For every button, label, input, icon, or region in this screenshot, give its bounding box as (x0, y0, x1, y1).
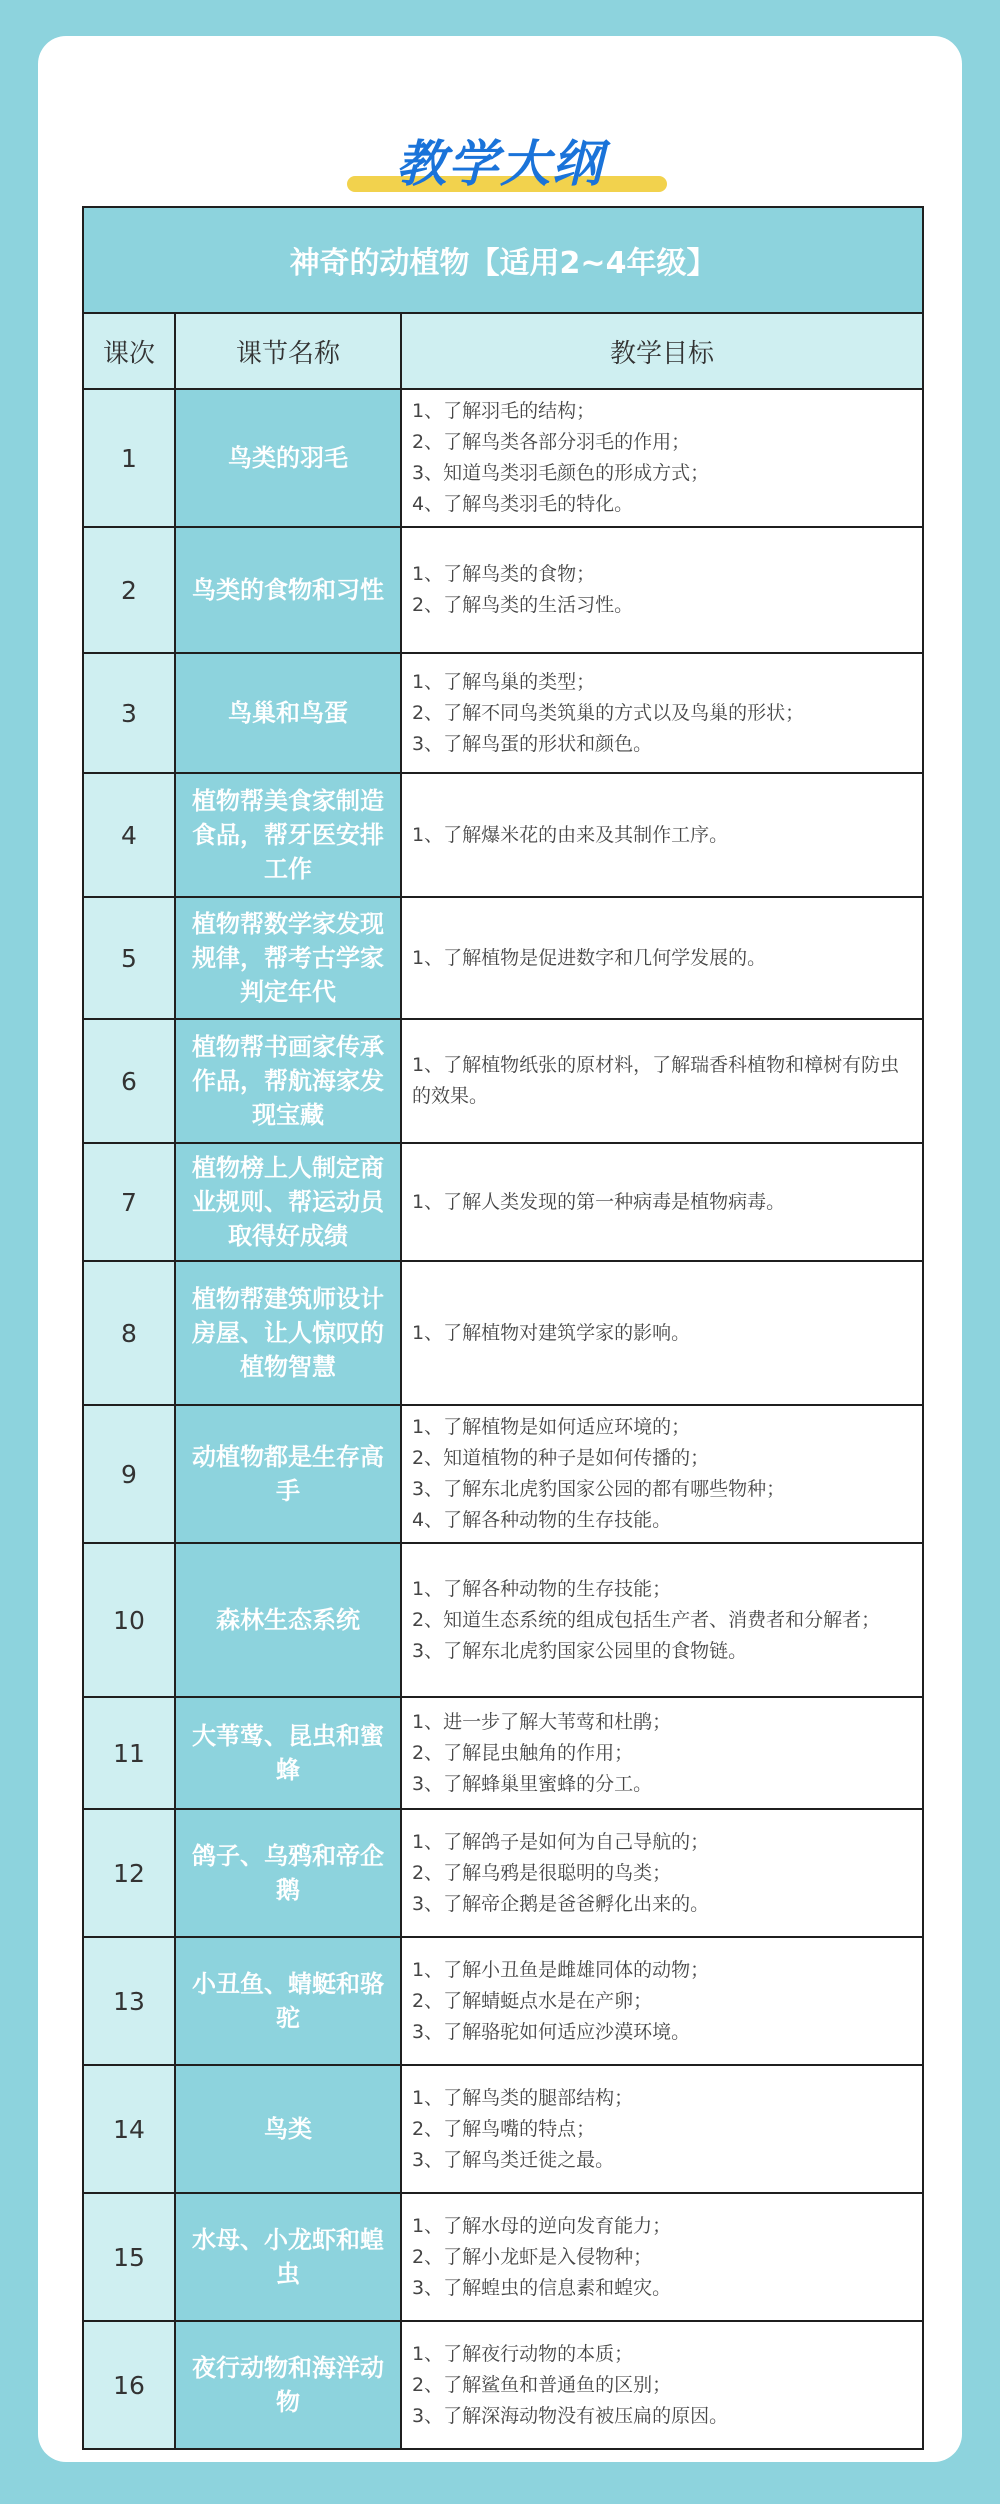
lesson-name: 森林生态系统 (175, 1543, 401, 1697)
goal-item: 1、了解夜行动物的本质； (412, 2342, 634, 2365)
lesson-number: 7 (83, 1143, 175, 1261)
table-row (83, 2321, 923, 2449)
goal-item: 1、了解各种动物的生存技能； (412, 1577, 672, 1600)
lesson-number: 8 (83, 1261, 175, 1405)
lesson-name: 鸟类的羽毛 (175, 389, 401, 527)
lesson-number: 15 (83, 2193, 175, 2321)
lesson-name: 鸟类 (175, 2065, 401, 2193)
lesson-number: 3 (83, 653, 175, 773)
lesson-number: 14 (83, 2065, 175, 2193)
lesson-number: 12 (83, 1809, 175, 1937)
goal-item: 3、了解鸟类迁徙之最。 (412, 2148, 615, 2171)
lesson-goals (401, 773, 923, 897)
lesson-goals (401, 2193, 923, 2321)
goal-item: 2、知道生态系统的组成包括生产者、消费者和分解者； (412, 1608, 881, 1631)
goal-item: 4、了解各种动物的生存技能。 (412, 1509, 672, 1531)
lesson-goals (401, 1143, 923, 1261)
table-row (83, 389, 923, 527)
lesson-number: 2 (83, 527, 175, 653)
goal-item: 2、了解乌鸦是很聪明的鸟类； (412, 1861, 672, 1884)
lesson-name: 夜行动物和海洋动物 (175, 2321, 401, 2449)
goal-item: 3、了解蝗虫的信息素和蝗灾。 (412, 2276, 672, 2299)
lesson-number: 16 (83, 2321, 175, 2449)
goal-item: 1、了解植物纸张的原材料，了解瑞香科植物和樟树有防虫的效果。 (412, 1054, 900, 1107)
goal-item: 2、了解鸟类各部分羽毛的作用； (412, 431, 691, 453)
table-heading: 神奇的动植物【适用2~4年级】 (83, 207, 923, 313)
lesson-goals (401, 1019, 923, 1143)
goal-item: 2、了解鲨鱼和普通鱼的区别； (412, 2373, 672, 2396)
lesson-name: 小丑鱼、蜻蜓和骆驼 (175, 1937, 401, 2065)
goal-item: 2、了解昆虫触角的作用； (412, 1741, 634, 1764)
lesson-number: 13 (83, 1937, 175, 2065)
column-header-goals: 教学目标 (401, 313, 923, 389)
syllabus-table (82, 206, 924, 2450)
goal-item: 2、了解不同鸟类筑巢的方式以及鸟巢的形状； (412, 701, 805, 724)
table-row (83, 1405, 923, 1543)
lesson-name: 大苇莺、昆虫和蜜蜂 (175, 1697, 401, 1809)
column-header-name: 课节名称 (175, 313, 401, 389)
lesson-name: 植物帮书画家传承作品，帮航海家发现宝藏 (175, 1019, 401, 1143)
goal-item: 1、了解鸟类的腿部结构； (412, 2086, 634, 2109)
lesson-number: 1 (83, 389, 175, 527)
goal-item: 3、了解骆驼如何适应沙漠环境。 (412, 2020, 691, 2043)
goal-item: 2、知道植物的种子是如何传播的； (412, 1447, 710, 1469)
lesson-goals (401, 1697, 923, 1809)
goal-item: 1、了解人类发现的第一种病毒是植物病毒。 (412, 1190, 786, 1213)
column-header-lesson: 课次 (83, 313, 175, 389)
goal-item: 3、知道鸟类羽毛颜色的形成方式； (412, 462, 710, 484)
lesson-goals (401, 1809, 923, 1937)
goal-item: 3、了解鸟蛋的形状和颜色。 (412, 732, 653, 755)
lesson-name: 鸟巢和鸟蛋 (175, 653, 401, 773)
lesson-name: 水母、小龙虾和蝗虫 (175, 2193, 401, 2321)
goal-item: 4、了解鸟类羽毛的特化。 (412, 493, 634, 515)
goal-item: 1、进一步了解大苇莺和杜鹃； (412, 1710, 672, 1733)
table-row (83, 897, 923, 1019)
goal-item: 3、了解东北虎豹国家公园的都有哪些物种； (412, 1478, 786, 1500)
lesson-name: 植物帮美食家制造食品，帮牙医安排工作 (175, 773, 401, 897)
table-row (83, 527, 923, 653)
goal-item: 2、了解小龙虾是入侵物种； (412, 2245, 653, 2268)
table-heading-row (83, 207, 923, 313)
lesson-goals (401, 653, 923, 773)
page-title: 教学大纲 (396, 135, 604, 193)
goal-item: 2、了解蜻蜓点水是在产卵； (412, 1989, 653, 2012)
table-row (83, 1019, 923, 1143)
lesson-goals (401, 1937, 923, 2065)
lesson-number: 9 (83, 1405, 175, 1543)
table-row (83, 2065, 923, 2193)
table-row (83, 2193, 923, 2321)
goal-item: 2、了解鸟嘴的特点； (412, 2117, 596, 2140)
lesson-goals (401, 389, 923, 527)
table-row (83, 1937, 923, 2065)
goal-item: 1、了解鸟类的食物； (412, 563, 596, 585)
lesson-name: 动植物都是生存高手 (175, 1405, 401, 1543)
lesson-goals (401, 897, 923, 1019)
goal-item: 1、了解植物是促进数字和几何学发展的。 (412, 946, 767, 969)
goal-item: 1、了解植物是如何适应环境的； (412, 1416, 691, 1438)
goal-item: 3、了解蜂巢里蜜蜂的分工。 (412, 1772, 653, 1795)
lesson-name: 植物帮建筑师设计房屋、让人惊叹的植物智慧 (175, 1261, 401, 1405)
goal-item: 1、了解爆米花的由来及其制作工序。 (412, 823, 729, 846)
table-row (83, 1143, 923, 1261)
goal-item: 1、了解羽毛的结构； (412, 400, 596, 422)
lesson-name: 植物榜上人制定商业规则、帮运动员取得好成绩 (175, 1143, 401, 1261)
lesson-name: 植物帮数学家发现规律，帮考古学家判定年代 (175, 897, 401, 1019)
lesson-number: 6 (83, 1019, 175, 1143)
lesson-number: 10 (83, 1543, 175, 1697)
lesson-goals (401, 2321, 923, 2449)
lesson-goals (401, 2065, 923, 2193)
lesson-goals (401, 1261, 923, 1405)
lesson-goals (401, 527, 923, 653)
lesson-name: 鸟类的食物和习性 (175, 527, 401, 653)
goal-item: 3、了解深海动物没有被压扁的原因。 (412, 2404, 729, 2427)
goal-item: 3、了解帝企鹅是爸爸孵化出来的。 (412, 1892, 710, 1915)
table-row (83, 653, 923, 773)
goal-item: 3、了解东北虎豹国家公园里的食物链。 (412, 1639, 748, 1662)
syllabus-card (38, 36, 962, 2462)
lesson-goals (401, 1405, 923, 1543)
column-header-row (83, 313, 923, 389)
table-row (83, 1261, 923, 1405)
table-row (83, 1809, 923, 1937)
table-row (83, 773, 923, 897)
goal-item: 1、了解植物对建筑学家的影响。 (412, 1321, 691, 1344)
lesson-number: 5 (83, 897, 175, 1019)
goal-item: 1、了解鸟巢的类型； (412, 670, 596, 693)
table-row (83, 1697, 923, 1809)
table-row (83, 1543, 923, 1697)
goal-item: 1、了解鸽子是如何为自己导航的； (412, 1830, 710, 1853)
lesson-number: 4 (83, 773, 175, 897)
title-area (38, 98, 962, 208)
goal-item: 1、了解小丑鱼是雌雄同体的动物； (412, 1958, 710, 1981)
goal-item: 2、了解鸟类的生活习性。 (412, 594, 634, 616)
lesson-name: 鸽子、乌鸦和帝企鹅 (175, 1809, 401, 1937)
lesson-goals (401, 1543, 923, 1697)
lesson-number: 11 (83, 1697, 175, 1809)
goal-item: 1、了解水母的逆向发育能力； (412, 2214, 672, 2237)
